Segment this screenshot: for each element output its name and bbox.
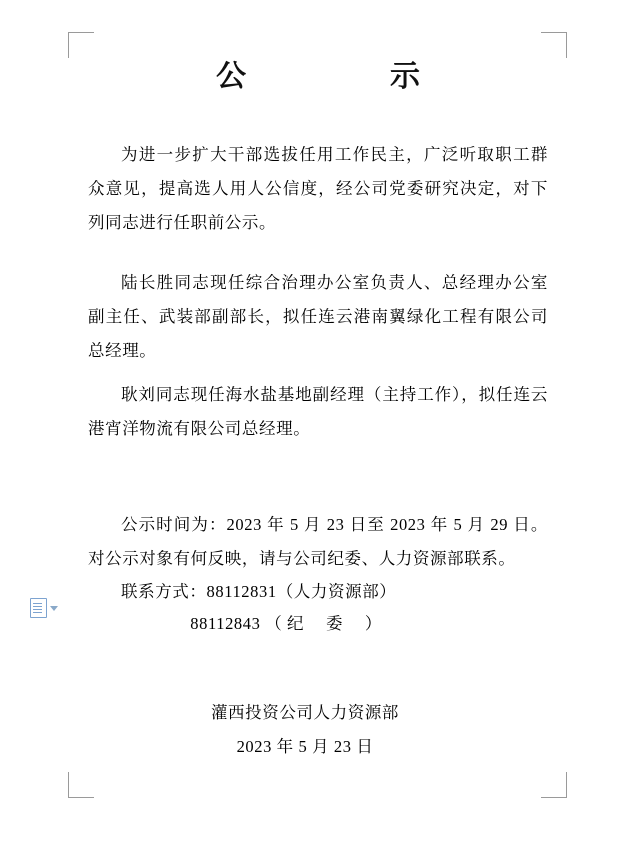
paragraph-candidate-1: 陆长胜同志现任综合治理办公室负责人、总经理办公室副主任、武装部副部长，拟任连云港南翼绿化工程有限公司总经理。 [88, 273, 548, 360]
spacer [88, 240, 548, 266]
spacer [88, 446, 548, 508]
paragraph-candidate-2: 耿刘同志现任海水盐基地副经理（主持工作），拟任连云港宵洋物流有限公司总经理。 [88, 385, 548, 438]
page-title: 公 示 [216, 60, 448, 93]
signature-date: 2023 年 5 月 23 日 [236, 737, 374, 756]
spacer [88, 368, 548, 378]
paragraph-notice-period: 公示时间为：2023 年 5 月 23 日至 2023 年 5 月 29 日。对公示对象有何反映，请与公司纪委、人力资源部联系。 [88, 515, 548, 568]
contact-line-hr: 联系方式：88112831（人力资源部） [121, 582, 397, 601]
document-icon[interactable] [30, 598, 47, 618]
contact-line-discipline: 88112843 （ 纪 委 ） [190, 614, 382, 633]
crop-mark-bottom-right [541, 772, 567, 798]
signature-block [88, 696, 548, 764]
signature-org: 灌西投资公司人力资源部 [210, 703, 400, 722]
spacer [88, 98, 548, 138]
document-content [88, 44, 548, 764]
chevron-down-icon[interactable] [50, 606, 58, 611]
paragraph-intro: 为进一步扩大干部选拔任用工作民主，广泛听取职工群众意见，提高选人用人公信度，经公司党委研究决定，对下列同志进行任职前公示。 [88, 145, 548, 232]
crop-mark-bottom-left [68, 772, 94, 798]
document-float-widget[interactable] [30, 598, 58, 618]
